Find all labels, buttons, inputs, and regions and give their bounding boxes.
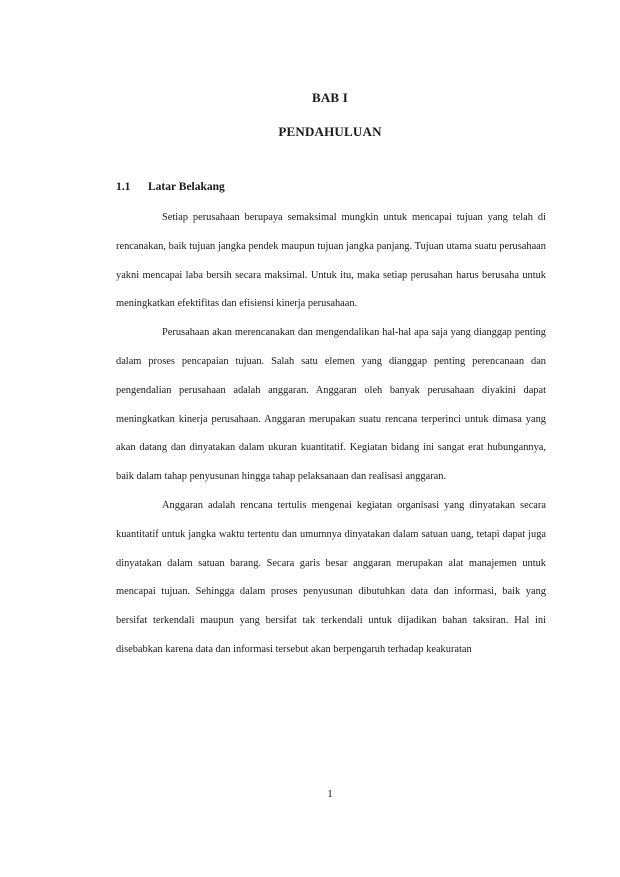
chapter-title: PENDAHULUAN — [278, 124, 382, 139]
section-heading — [116, 181, 225, 193]
chapter-number: BAB I — [311, 90, 349, 105]
section-title: Latar Belakang — [148, 181, 225, 193]
paragraph: Perusahaan akan merencanakan dan mengendalikan hal-hal apa saja yang dianggap penting dalam proses pencapaian tujuan. Salah satu elemen yang dianggap penting perencanaan dan pengendalian perusahaan adalah anggaran. Anggaran oleh banyak perusahaan diyakini dapat meningkatkan kinerja perusahaan. Anggaran merupakan suatu rencana terperinci untuk dimasa yang akan datang dan dinyatakan dalam ukuran kuantitatif. Kegiatan bidang ini sangat erat hubungannya, baik dalam tahap penyusunan hingga tahap pelaksanaan dan realisasi anggaran. — [116, 327, 546, 483]
body-text — [116, 204, 546, 665]
paragraph: Setiap perusahaan berupaya semaksimal mungkin untuk mencapai tujuan yang telah di rencanakan, baik tujuan jangka pendek maupun tujuan jangka panjang. Tujuan utama suatu perusahaan yakni mencapai laba bersih secara maksimal. Untuk itu, maka setiap perusahan harus berusaha untuk meningkatkan efektifitas dan efisiensi kinerja perusahaan. — [116, 212, 546, 310]
paragraph: Anggaran adalah rencana tertulis mengenai kegiatan organisasi yang dinyatakan secara kuantitatif untuk jangka waktu tertentu dan umumnya dinyatakan dalam satuan uang, tetapi dapat juga dinyatakan dalam satuan barang. Secara garis besar anggaran merupakan alat manajemen untuk mencapai tujuan. Sehingga dalam proses penyusunan dibutuhkan data dan informasi, baik yang bersifat terkendali maupun yang bersifat tak terkendali untuk dijadikan bahan taksiran. Hal ini disebabkan karena data dan informasi tersebut akan berpengaruh terhadap keakuratan — [116, 499, 546, 655]
section-number: 1.1 — [116, 181, 131, 193]
page-number: 1 — [327, 788, 333, 800]
